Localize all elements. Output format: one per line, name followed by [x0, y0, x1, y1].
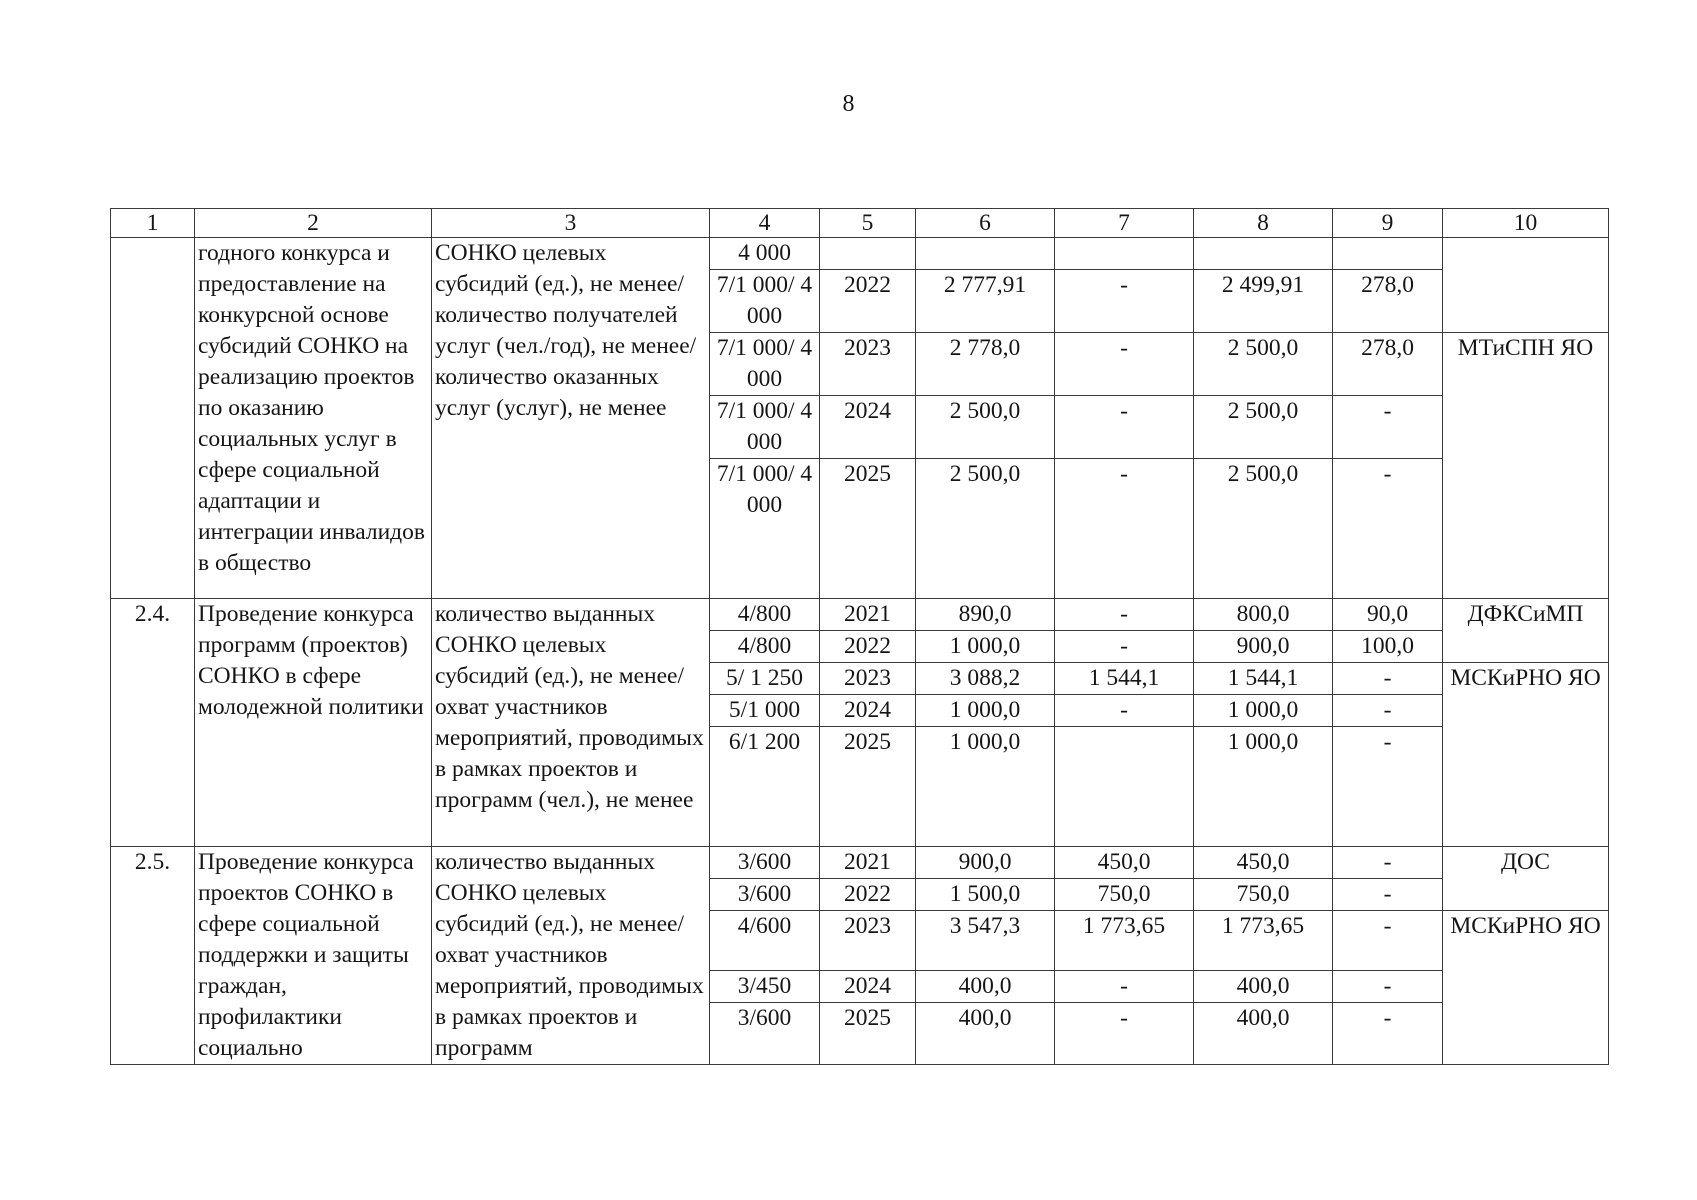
indicator-value-cell: 7/1 000/ 4 000 — [710, 459, 820, 599]
total-cell: 2 500,0 — [916, 459, 1055, 599]
year-cell: 2023 — [820, 333, 916, 396]
indicator-cell: количество выданных СОНКО целевых субсидий (ед.), не менее/ охват участников мероприятий, проводимых в рамках проектов и программ (чел.), не менее — [432, 599, 710, 847]
item-name-cell: Проведение конкурса программ (проектов) СОНКО в сфере молодежной политики — [195, 599, 432, 847]
header-row — [111, 209, 1609, 238]
responsible-cell: МСКиРНО ЯО — [1443, 911, 1609, 1065]
item-name-cell: годного конкурса и предоставление на конкурсной основе субсидий СОНКО на реализацию проектов по оказанию социальных услуг в сфере социальной адаптации и интеграции инвалидов в общество — [195, 238, 432, 599]
federal-cell: - — [1055, 631, 1194, 663]
regional-cell: 1 000,0 — [1194, 727, 1333, 847]
total-cell: 1 000,0 — [916, 631, 1055, 663]
year-cell: 2024 — [820, 396, 916, 459]
year-cell: 2024 — [820, 695, 916, 727]
indicator-value-cell: 7/1 000/ 4 000 — [710, 396, 820, 459]
responsible-cell: МТиСПН ЯО — [1443, 333, 1609, 599]
year-cell: 2025 — [820, 1003, 916, 1065]
responsible-cell: ДФКСиМП — [1443, 599, 1609, 663]
regional-cell: 400,0 — [1194, 1003, 1333, 1065]
other-cell: 90,0 — [1333, 599, 1443, 631]
federal-cell: - — [1055, 270, 1194, 333]
federal-cell: - — [1055, 971, 1194, 1003]
header-cell: 1 — [111, 209, 195, 238]
responsible-cell: МСКиРНО ЯО — [1443, 663, 1609, 847]
header-cell: 8 — [1194, 209, 1333, 238]
year-cell: 2022 — [820, 631, 916, 663]
other-cell: - — [1333, 847, 1443, 879]
regional-cell: 450,0 — [1194, 847, 1333, 879]
federal-cell: 450,0 — [1055, 847, 1194, 879]
header-cell: 9 — [1333, 209, 1443, 238]
federal-cell: - — [1055, 599, 1194, 631]
header-cell: 3 — [432, 209, 710, 238]
total-cell: 2 777,91 — [916, 270, 1055, 333]
indicator-value-cell: 3/600 — [710, 879, 820, 911]
total-cell: 3 547,3 — [916, 911, 1055, 971]
total-cell: 890,0 — [916, 599, 1055, 631]
regional-cell: 900,0 — [1194, 631, 1333, 663]
federal-cell: - — [1055, 459, 1194, 599]
year-cell: 2025 — [820, 727, 916, 847]
other-cell: 278,0 — [1333, 270, 1443, 333]
indicator-value-cell: 4/800 — [710, 599, 820, 631]
indicator-value-cell: 3/600 — [710, 847, 820, 879]
other-cell: 278,0 — [1333, 333, 1443, 396]
indicator-value-cell: 6/1 200 — [710, 727, 820, 847]
header-cell: 7 — [1055, 209, 1194, 238]
year-cell: 2022 — [820, 879, 916, 911]
federal-cell — [1055, 727, 1194, 847]
year-cell: 2022 — [820, 270, 916, 333]
other-cell: - — [1333, 695, 1443, 727]
federal-cell: - — [1055, 396, 1194, 459]
item-number-cell: 2.4. — [111, 599, 195, 847]
indicator-value-cell: 4/600 — [710, 911, 820, 971]
total-cell: 400,0 — [916, 1003, 1055, 1065]
total-cell: 400,0 — [916, 971, 1055, 1003]
year-cell: 2021 — [820, 847, 916, 879]
total-cell: 1 500,0 — [916, 879, 1055, 911]
year-cell: 2025 — [820, 459, 916, 599]
indicator-value-cell: 4 000 — [710, 238, 820, 270]
table-row — [111, 599, 1609, 631]
header-cell: 2 — [195, 209, 432, 238]
total-cell: 3 088,2 — [916, 663, 1055, 695]
regional-cell: 2 500,0 — [1194, 459, 1333, 599]
indicator-value-cell: 5/1 000 — [710, 695, 820, 727]
other-cell: - — [1333, 971, 1443, 1003]
header-cell: 5 — [820, 209, 916, 238]
regional-cell: 1 544,1 — [1194, 663, 1333, 695]
federal-cell: - — [1055, 1003, 1194, 1065]
item-number-cell: 2.5. — [111, 847, 195, 1065]
header-cell: 4 — [710, 209, 820, 238]
year-cell: 2021 — [820, 599, 916, 631]
year-cell: 2023 — [820, 911, 916, 971]
indicator-value-cell: 4/800 — [710, 631, 820, 663]
federal-cell: 1 544,1 — [1055, 663, 1194, 695]
header-cell: 6 — [916, 209, 1055, 238]
responsible-cell: ДОС — [1443, 847, 1609, 911]
indicator-value-cell: 7/1 000/ 4 000 — [710, 270, 820, 333]
other-cell: - — [1333, 727, 1443, 847]
regional-cell: 800,0 — [1194, 599, 1333, 631]
total-cell: 900,0 — [916, 847, 1055, 879]
total-cell: 1 000,0 — [916, 727, 1055, 847]
item-number-cell — [111, 238, 195, 599]
other-cell: - — [1333, 663, 1443, 695]
other-cell: 100,0 — [1333, 631, 1443, 663]
indicator-cell: СОНКО целевых субсидий (ед.), не менее/ количество получателей услуг (чел./год), не менее/ количество оказанных услуг (услуг), не менее — [432, 238, 710, 599]
indicator-cell: количество выданных СОНКО целевых субсидий (ед.), не менее/ охват участников мероприятий, проводимых в рамках проектов и программ — [432, 847, 710, 1065]
table-row — [111, 238, 1609, 270]
other-cell: - — [1333, 911, 1443, 971]
other-cell: - — [1333, 459, 1443, 599]
federal-cell: - — [1055, 695, 1194, 727]
regional-cell: 2 499,91 — [1194, 270, 1333, 333]
indicator-value-cell: 3/600 — [710, 1003, 820, 1065]
regional-cell: 400,0 — [1194, 971, 1333, 1003]
table-row — [111, 847, 1609, 879]
regional-cell: 750,0 — [1194, 879, 1333, 911]
other-cell: - — [1333, 879, 1443, 911]
header-cell: 10 — [1443, 209, 1609, 238]
program-table — [110, 208, 1609, 1065]
regional-cell: 2 500,0 — [1194, 333, 1333, 396]
federal-cell: 1 773,65 — [1055, 911, 1194, 971]
total-cell: 2 500,0 — [916, 396, 1055, 459]
federal-cell: - — [1055, 333, 1194, 396]
indicator-value-cell: 3/450 — [710, 971, 820, 1003]
indicator-value-cell: 5/ 1 250 — [710, 663, 820, 695]
regional-cell: 1 773,65 — [1194, 911, 1333, 971]
other-cell: - — [1333, 396, 1443, 459]
year-cell: 2023 — [820, 663, 916, 695]
other-cell: - — [1333, 1003, 1443, 1065]
item-name-cell: Проведение конкурса проектов СОНКО в сфере социальной поддержки и защиты граждан, профилактики социально — [195, 847, 432, 1065]
federal-cell: 750,0 — [1055, 879, 1194, 911]
regional-cell: 2 500,0 — [1194, 396, 1333, 459]
indicator-value-cell: 7/1 000/ 4 000 — [710, 333, 820, 396]
total-cell: 2 778,0 — [916, 333, 1055, 396]
year-cell: 2024 — [820, 971, 916, 1003]
page-number: 8 — [842, 91, 855, 117]
regional-cell: 1 000,0 — [1194, 695, 1333, 727]
total-cell: 1 000,0 — [916, 695, 1055, 727]
